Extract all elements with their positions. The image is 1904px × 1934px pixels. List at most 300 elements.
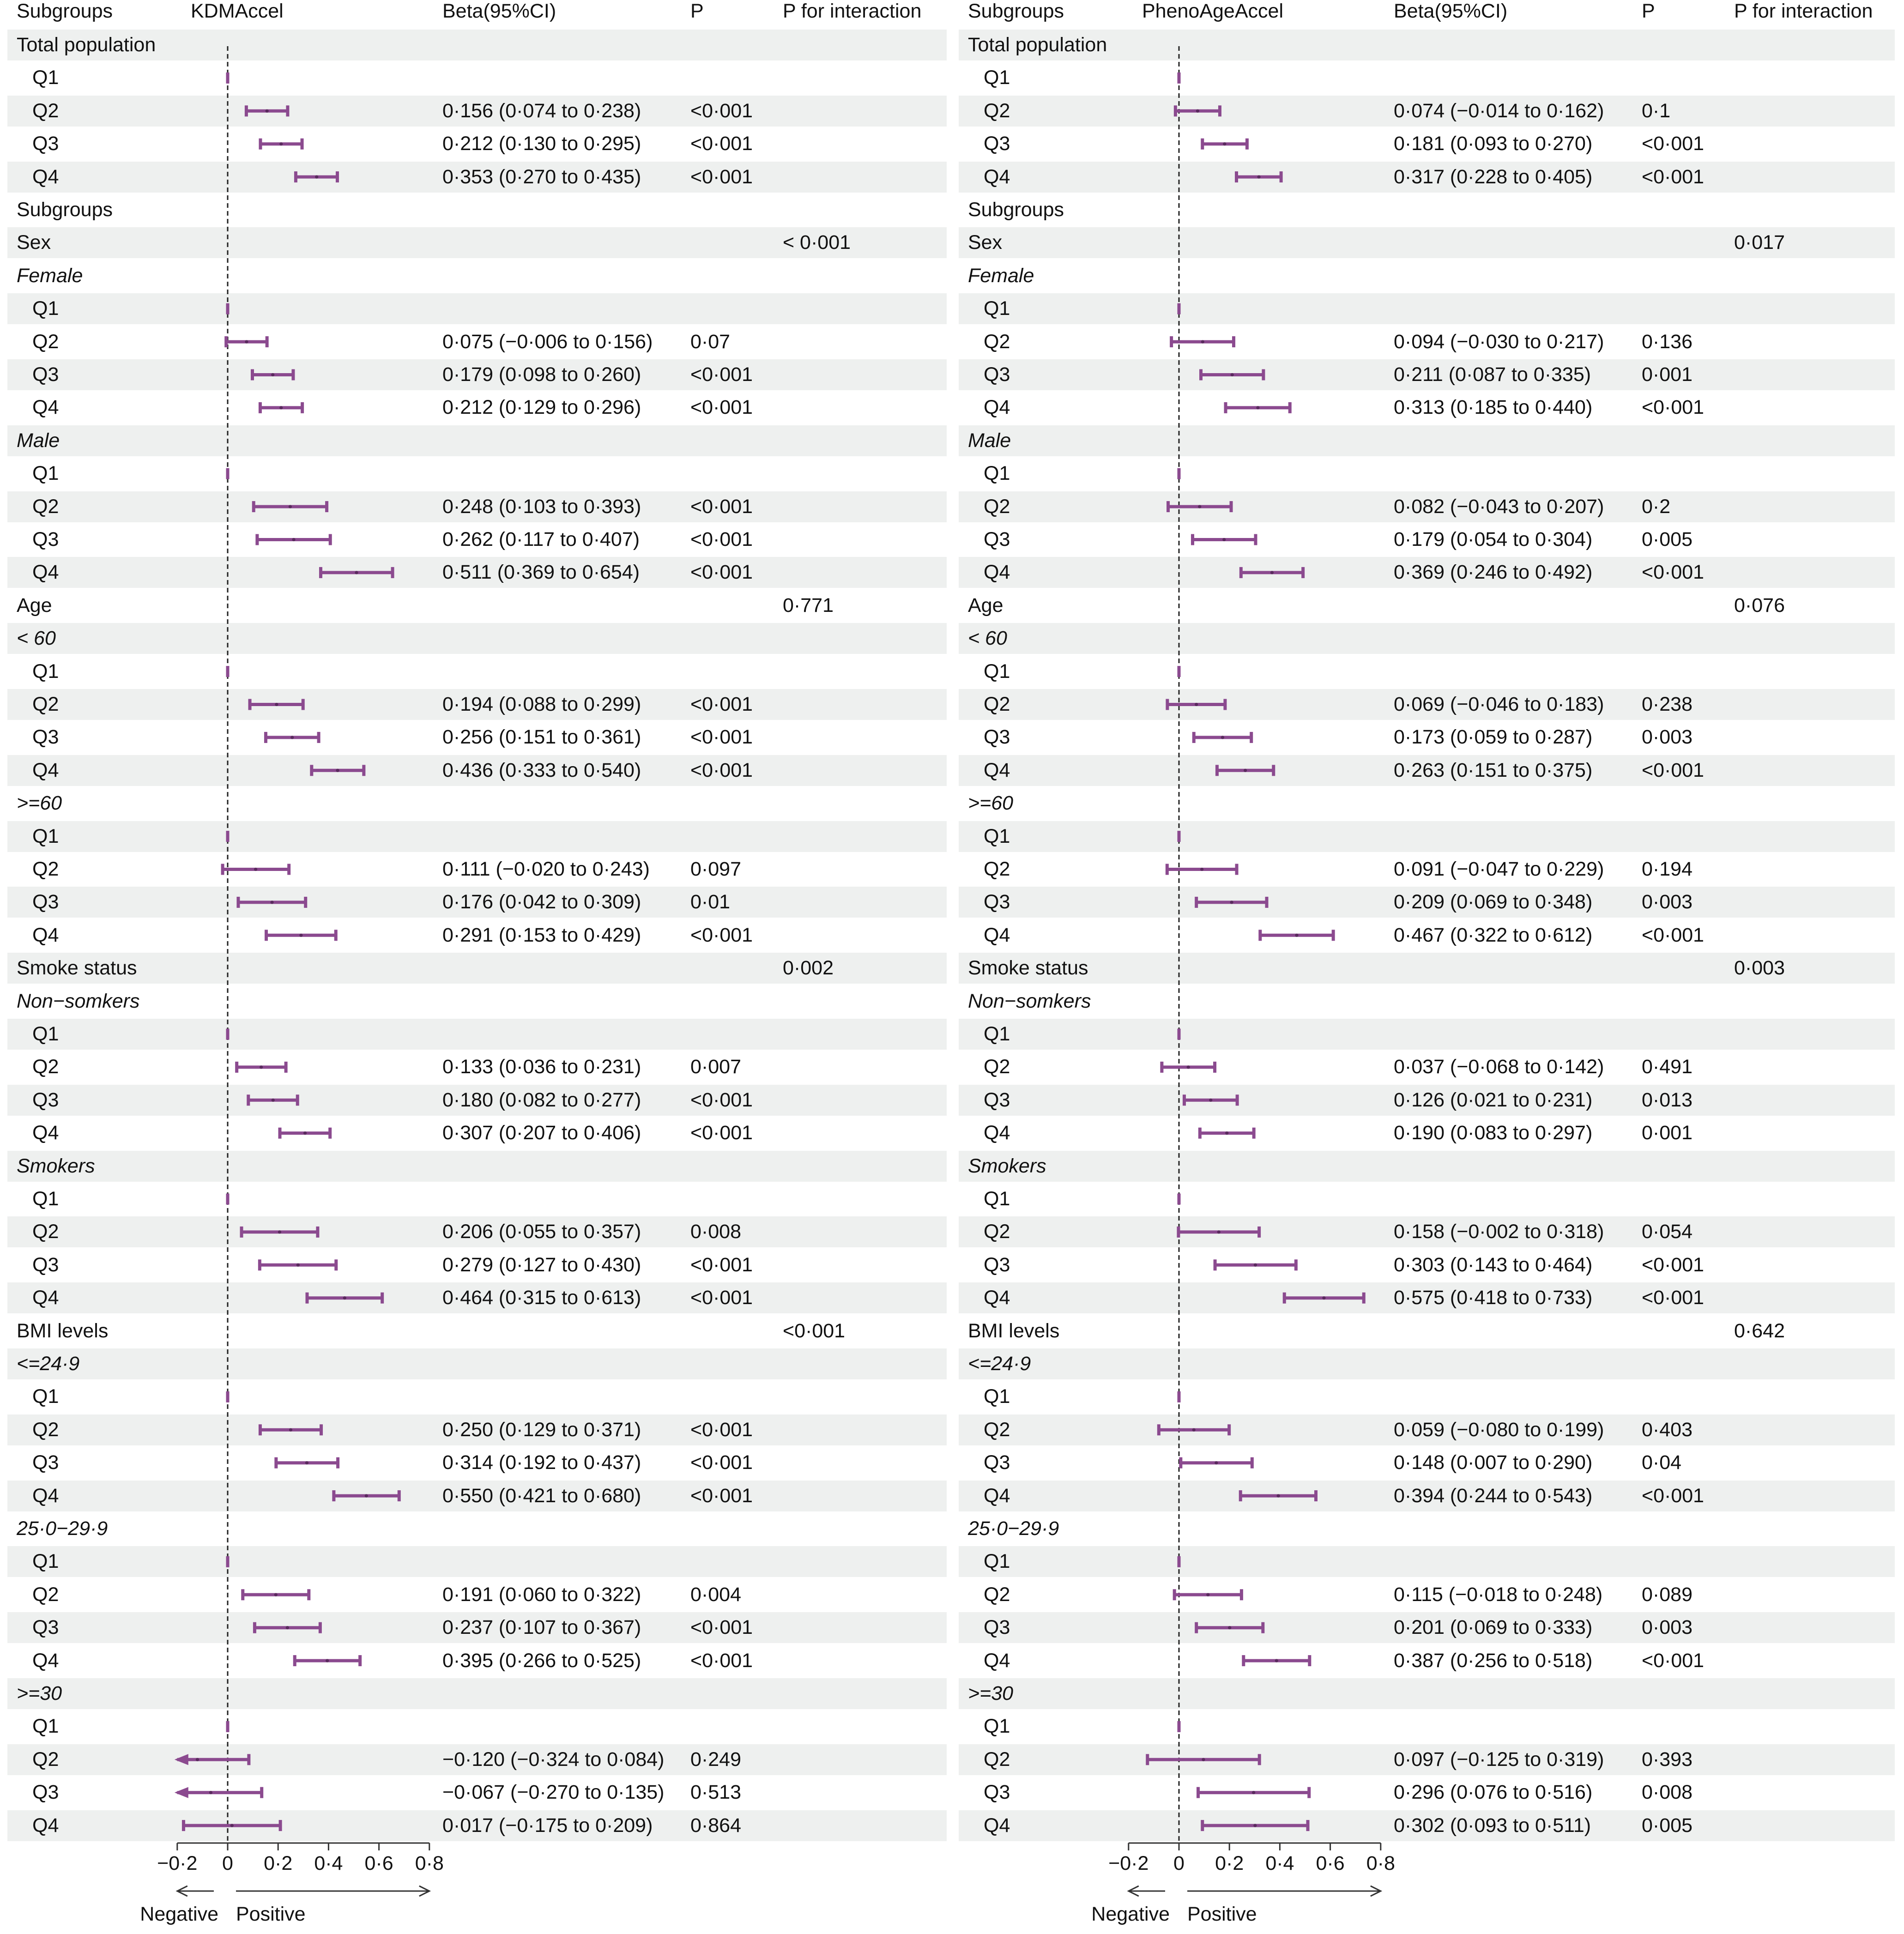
point-estimate [278,1230,281,1233]
ci-mark [1226,402,1290,413]
header-measure: PhenoAgeAccel [1142,0,1283,22]
ci-mark [1174,1589,1241,1600]
beta-ci: 0·091 (−0·047 to 0·229) [1394,858,1604,880]
quartile-label: Q2 [984,1418,1010,1441]
group-label: Smoke status [968,957,1088,979]
quartile-label: Q1 [32,1715,59,1738]
p-value: <0·001 [1642,561,1705,584]
group-label: Total population [968,34,1107,56]
p-value: <0·001 [690,759,753,781]
point-estimate [1192,1428,1196,1432]
subgroup-label: <=24·9 [968,1353,1031,1375]
point-estimate [1254,1263,1257,1267]
quartile-label: Q3 [984,1451,1010,1474]
point-estimate [279,142,283,145]
p-value: 0·001 [1642,1122,1692,1144]
quartile-label: Q3 [32,1781,59,1804]
beta-ci: 0·436 (0·333 to 0·540) [442,759,641,781]
point-estimate [1275,1659,1278,1662]
quartile-label: Q1 [32,1550,59,1573]
p-interaction: 0·002 [783,957,834,979]
point-estimate [1253,1824,1257,1827]
ci-mark [1203,139,1247,150]
quartile-label: Q3 [984,1616,1010,1639]
point-estimate [230,1824,234,1827]
p-interaction: 0·017 [1734,231,1785,254]
p-value: 0·2 [1642,495,1671,518]
quartile-label: Q1 [984,297,1010,320]
point-estimate [289,1428,292,1432]
subgroup-label: Male [17,429,60,452]
p-value: 0·007 [690,1056,741,1078]
quartile-label: Q3 [32,726,59,749]
ci-mark [226,336,267,347]
p-value: <0·001 [690,1451,753,1474]
ci-mark [1162,1062,1215,1073]
point-estimate [1322,1296,1325,1299]
ci-mark [296,171,337,182]
point-estimate [275,703,278,706]
p-value: 0·005 [1642,528,1692,550]
subgroup-label: >=60 [17,792,62,815]
p-value: <0·001 [690,396,753,419]
quartile-label: Q2 [32,693,59,715]
p-value: 0·054 [1642,1221,1692,1243]
beta-ci: 0·387 (0·256 to 0·518) [1394,1649,1593,1672]
quartile-label: Q2 [984,1056,1010,1078]
subgroup-label: >=30 [17,1682,62,1704]
point-estimate [271,373,274,376]
quartile-label: Q1 [32,1023,59,1045]
p-value: <0·001 [1642,1287,1705,1309]
quartile-label: Q4 [984,924,1010,946]
group-label: BMI levels [17,1319,109,1342]
quartile-label: Q4 [984,759,1010,781]
point-estimate [315,175,318,179]
point-estimate [1206,1593,1209,1596]
quartile-label: Q3 [32,1253,59,1276]
point-estimate [1228,1626,1231,1629]
quartile-label: Q4 [32,165,59,188]
p-value: 0·513 [690,1781,741,1804]
subgroup-label: Non−somkers [17,990,140,1012]
ci-mark [243,1589,309,1600]
point-estimate [1277,1494,1280,1498]
quartile-label: Q3 [984,133,1010,155]
beta-ci: 0·395 (0·266 to 0·525) [442,1649,641,1672]
ci-mark [183,1820,280,1831]
beta-ci: 0·059 (−0·080 to 0·199) [1394,1418,1604,1441]
point-estimate [1201,340,1204,344]
ci-mark [1194,732,1251,743]
quartile-label: Q2 [32,99,59,122]
p-interaction: 0·003 [1734,957,1785,979]
quartile-label: Q3 [984,1088,1010,1111]
beta-ci: 0·262 (0·117 to 0·407) [442,528,640,550]
quartile-label: Q2 [32,1056,59,1078]
point-estimate [1222,538,1226,541]
quartile-label: Q2 [984,330,1010,353]
quartile-label: Q1 [32,1188,59,1210]
quartile-label: Q3 [32,363,59,386]
beta-ci: 0·069 (−0·046 to 0·183) [1394,693,1604,715]
point-estimate [290,736,294,739]
p-value: <0·001 [1642,1649,1705,1672]
p-value: 0·491 [1642,1056,1692,1078]
ci-mark [307,1293,382,1304]
p-value: <0·001 [1642,133,1705,155]
ci-mark [260,139,302,150]
p-value: <0·001 [1642,1484,1705,1507]
quartile-label: Q4 [32,1649,59,1672]
ci-mark [1244,1655,1310,1666]
ci-mark [253,369,293,381]
quartile-label: Q4 [984,1649,1010,1672]
negative-arrow [1129,1886,1165,1896]
quartile-label: Q4 [984,1484,1010,1507]
beta-ci: 0·074 (−0·014 to 0·162) [1394,99,1604,122]
beta-ci: 0·369 (0·246 to 0·492) [1394,561,1593,584]
p-value: 0·003 [1642,726,1692,749]
point-estimate [279,406,283,409]
quartile-label: Q3 [984,1253,1010,1276]
p-value: 0·001 [1642,363,1692,386]
point-estimate [209,1791,212,1794]
ci-mark [1148,1754,1259,1765]
ci-mark [1203,1820,1308,1831]
beta-ci: 0·317 (0·228 to 0·405) [1394,165,1593,188]
p-value: 0·004 [690,1583,741,1606]
beta-ci: 0·180 (0·082 to 0·277) [442,1088,641,1111]
beta-ci: 0·464 (0·315 to 0·613) [442,1287,641,1309]
subgroup-label: Smokers [968,1154,1046,1177]
p-value: <0·001 [690,133,753,155]
group-label: Smoke status [17,957,137,979]
ci-mark [1172,336,1234,347]
quartile-label: Q1 [32,660,59,683]
p-value: <0·001 [690,1649,753,1672]
ci-mark [238,897,306,908]
beta-ci: 0·017 (−0·175 to 0·209) [442,1814,653,1837]
quartile-label: Q1 [984,462,1010,485]
header-p-interaction: P for interaction [783,0,922,22]
ci-mark [334,1490,399,1501]
ci-mark [312,765,364,776]
quartile-label: Q4 [32,759,59,781]
quartile-label: Q2 [32,1418,59,1441]
point-estimate [274,1593,278,1596]
p-value: <0·001 [1642,1253,1705,1276]
quartile-label: Q2 [984,693,1010,715]
beta-ci: 0·133 (0·036 to 0·231) [442,1056,641,1078]
quartile-label: Q2 [984,99,1010,122]
quartile-label: Q3 [984,363,1010,386]
beta-ci: 0·263 (0·151 to 0·375) [1394,759,1593,781]
quartile-label: Q3 [32,133,59,155]
ci-mark [254,1622,320,1633]
quartile-label: Q4 [32,1122,59,1144]
beta-ci: 0·313 (0·185 to 0·440) [1394,396,1593,419]
beta-ci: 0·075 (−0·006 to 0·156) [442,330,653,353]
positive-arrow [236,1886,429,1896]
ci-mark [246,105,288,116]
point-estimate [1187,1065,1190,1069]
point-estimate [1209,1099,1212,1102]
quartile-label: Q1 [984,660,1010,683]
ci-mark [1197,897,1267,908]
quartile-label: Q2 [984,1748,1010,1771]
quartile-label: Q3 [984,1781,1010,1804]
point-estimate [1257,175,1260,179]
header-subgroups: Subgroups [968,0,1064,22]
quartile-label: Q4 [32,924,59,946]
ci-mark [257,534,330,545]
p-value: <0·001 [690,693,753,715]
quartile-label: Q1 [984,1023,1010,1045]
group-label: Age [968,594,1003,616]
point-estimate [1252,1791,1255,1794]
beta-ci: 0·158 (−0·002 to 0·318) [1394,1221,1604,1243]
group-label: Sex [968,231,1003,254]
ci-mark [260,1259,336,1270]
x-tick-label: −0·2 [157,1852,198,1874]
beta-ci: 0·279 (0·127 to 0·430) [442,1253,641,1276]
quartile-label: Q4 [32,396,59,419]
point-estimate [1195,703,1198,706]
p-value: 0·089 [1642,1583,1692,1606]
point-estimate [303,1131,307,1135]
point-estimate [1230,901,1233,904]
quartile-label: Q1 [32,297,59,320]
point-estimate [1256,406,1259,409]
quartile-label: Q2 [32,495,59,518]
beta-ci: 0·179 (0·054 to 0·304) [1394,528,1593,550]
beta-ci: 0·148 (0·007 to 0·290) [1394,1451,1593,1474]
p-value: <0·001 [690,1122,753,1144]
ci-mark [242,1227,318,1238]
quartile-label: Q4 [984,396,1010,419]
quartile-label: Q1 [984,1715,1010,1738]
beta-ci: 0·394 (0·244 to 0·543) [1394,1484,1593,1507]
p-value: <0·001 [690,165,753,188]
ci-mark [223,864,289,875]
x-tick-label: 0·6 [364,1852,393,1874]
beta-ci: 0·296 (0·076 to 0·516) [1394,1781,1593,1804]
positive-label: Positive [236,1903,306,1925]
point-estimate [1217,1230,1221,1233]
beta-ci: 0·314 (0·192 to 0·437) [442,1451,641,1474]
header-beta: Beta(95%CI) [442,0,556,22]
p-value: 0·01 [690,891,731,913]
quartile-label: Q2 [984,1221,1010,1243]
p-value: <0·001 [1642,924,1705,946]
p-value: <0·001 [1642,396,1705,419]
header-p: P [1642,0,1655,22]
ci-mark [260,1424,321,1435]
quartile-label: Q2 [32,1748,59,1771]
p-value: 0·194 [1642,858,1692,880]
quartile-label: Q3 [984,726,1010,749]
subgroup-label: Female [968,264,1034,287]
quartile-label: Q2 [32,1221,59,1243]
beta-ci: 0·467 (0·322 to 0·612) [1394,924,1593,946]
point-estimate [336,769,339,772]
quartile-label: Q1 [32,66,59,89]
beta-ci: 0·173 (0·059 to 0·287) [1394,726,1593,749]
p-value: 0·07 [690,330,731,353]
group-label: Sex [17,231,51,254]
group-label: Subgroups [968,199,1064,221]
p-value: 0·097 [690,858,741,880]
ci-mark [266,732,319,743]
negative-label: Negative [140,1903,218,1925]
p-value: <0·001 [690,1418,753,1441]
ci-mark [1200,1128,1254,1139]
point-estimate [365,1494,368,1498]
point-estimate [1221,736,1224,739]
ci-mark [1240,1490,1316,1501]
point-estimate [266,109,269,113]
beta-ci: 0·256 (0·151 to 0·361) [442,726,641,749]
p-value: <0·001 [690,1484,753,1507]
point-estimate [305,1461,308,1464]
ci-mark [1217,765,1273,776]
group-label: Subgroups [17,199,113,221]
quartile-label: Q4 [32,1814,59,1837]
point-estimate [1215,1461,1218,1464]
ci-mark [1236,171,1281,182]
beta-ci: 0·126 (0·021 to 0·231) [1394,1088,1593,1111]
quartile-label: Q3 [984,528,1010,550]
quartile-label: Q3 [32,1088,59,1111]
x-tick-label: 0·6 [1316,1852,1345,1874]
subgroup-label: >=60 [968,792,1014,815]
panel-phenoage [951,0,1904,1934]
ci-mark [1260,930,1333,941]
point-estimate [1270,571,1274,574]
quartile-label: Q3 [32,891,59,913]
p-value: <0·001 [690,1287,753,1309]
ci-mark [1201,369,1263,381]
positive-arrow [1187,1886,1381,1896]
quartile-label: Q1 [984,1385,1010,1408]
quartile-label: Q2 [984,858,1010,880]
quartile-label: Q3 [32,1451,59,1474]
p-value: 0·864 [690,1814,741,1837]
header-measure: KDMAccel [191,0,284,22]
beta-ci: 0·190 (0·083 to 0·297) [1394,1122,1593,1144]
beta-ci: 0·511 (0·369 to 0·654) [442,561,640,584]
point-estimate [270,901,273,904]
beta-ci: 0·291 (0·153 to 0·429) [442,924,641,946]
ci-mark [1167,864,1237,875]
quartile-label: Q2 [984,1583,1010,1606]
x-tick-label: 0·8 [415,1852,444,1874]
beta-ci: 0·176 (0·042 to 0·309) [442,891,641,913]
p-value: <0·001 [690,726,753,749]
quartile-label: Q2 [32,330,59,353]
beta-ci: 0·181 (0·093 to 0·270) [1394,133,1593,155]
p-value: 0·403 [1642,1418,1692,1441]
beta-ci: 0·191 (0·060 to 0·322) [442,1583,641,1606]
point-estimate [1200,868,1203,871]
quartile-label: Q2 [32,858,59,880]
point-estimate [299,934,302,937]
header-p: P [690,0,704,22]
beta-ci: 0·082 (−0·043 to 0·207) [1394,495,1604,518]
p-value: 0·136 [1642,330,1692,353]
p-value: <0·001 [690,528,753,550]
subgroup-label: Male [968,429,1011,452]
quartile-label: Q1 [984,66,1010,89]
quartile-label: Q3 [32,528,59,550]
ci-mark [1284,1293,1364,1304]
ci-mark [1175,105,1220,116]
beta-ci: 0·237 (0·107 to 0·367) [442,1616,641,1639]
quartile-label: Q3 [984,891,1010,913]
p-value: <0·001 [690,1616,753,1639]
quartile-label: Q1 [984,825,1010,847]
p-value: 0·005 [1642,1814,1692,1837]
beta-ci: 0·353 (0·270 to 0·435) [442,165,641,188]
quartile-label: Q4 [32,561,59,584]
quartile-label: Q1 [984,1188,1010,1210]
header-p-interaction: P for interaction [1734,0,1873,22]
p-value: <0·001 [690,495,753,518]
quartile-label: Q3 [32,1616,59,1639]
x-tick-label: 0·2 [264,1852,293,1874]
subgroup-label: < 60 [17,627,56,650]
ci-mark [1241,567,1303,578]
p-value: 0·249 [690,1748,741,1771]
point-estimate [196,1758,199,1761]
p-interaction: 0·771 [783,594,834,616]
point-estimate [296,1263,300,1267]
point-estimate [1295,934,1298,937]
point-estimate [272,1099,275,1102]
point-estimate [286,1626,289,1629]
x-tick-label: −0·2 [1108,1852,1149,1874]
beta-ci: 0·550 (0·421 to 0·680) [442,1484,641,1507]
beta-ci: 0·212 (0·129 to 0·296) [442,396,641,419]
beta-ci: 0·179 (0·098 to 0·260) [442,363,641,386]
ci-mark [1184,1094,1237,1106]
quartile-label: Q1 [32,1385,59,1408]
ci-mark [254,501,326,512]
ci-mark [1179,1227,1259,1238]
ci-mark [266,930,336,941]
x-tick-label: 0·8 [1366,1852,1395,1874]
p-value: <0·001 [690,1253,753,1276]
p-value: <0·001 [690,363,753,386]
subgroup-label: >=30 [968,1682,1014,1704]
subgroup-label: Smokers [17,1154,95,1177]
beta-ci: 0·303 (0·143 to 0·464) [1394,1253,1593,1276]
p-interaction: <0·001 [783,1319,846,1342]
group-label: Age [17,594,52,616]
p-interaction: 0·076 [1734,594,1785,616]
point-estimate [254,868,257,871]
ci-mark [175,1754,249,1765]
quartile-label: Q4 [984,1287,1010,1309]
point-estimate [355,571,358,574]
ci-mark [295,1655,360,1666]
p-value: <0·001 [690,561,753,584]
point-estimate [260,1065,263,1069]
quartile-label: Q4 [32,1287,59,1309]
point-estimate [1231,373,1234,376]
p-value: 0·008 [690,1221,741,1243]
